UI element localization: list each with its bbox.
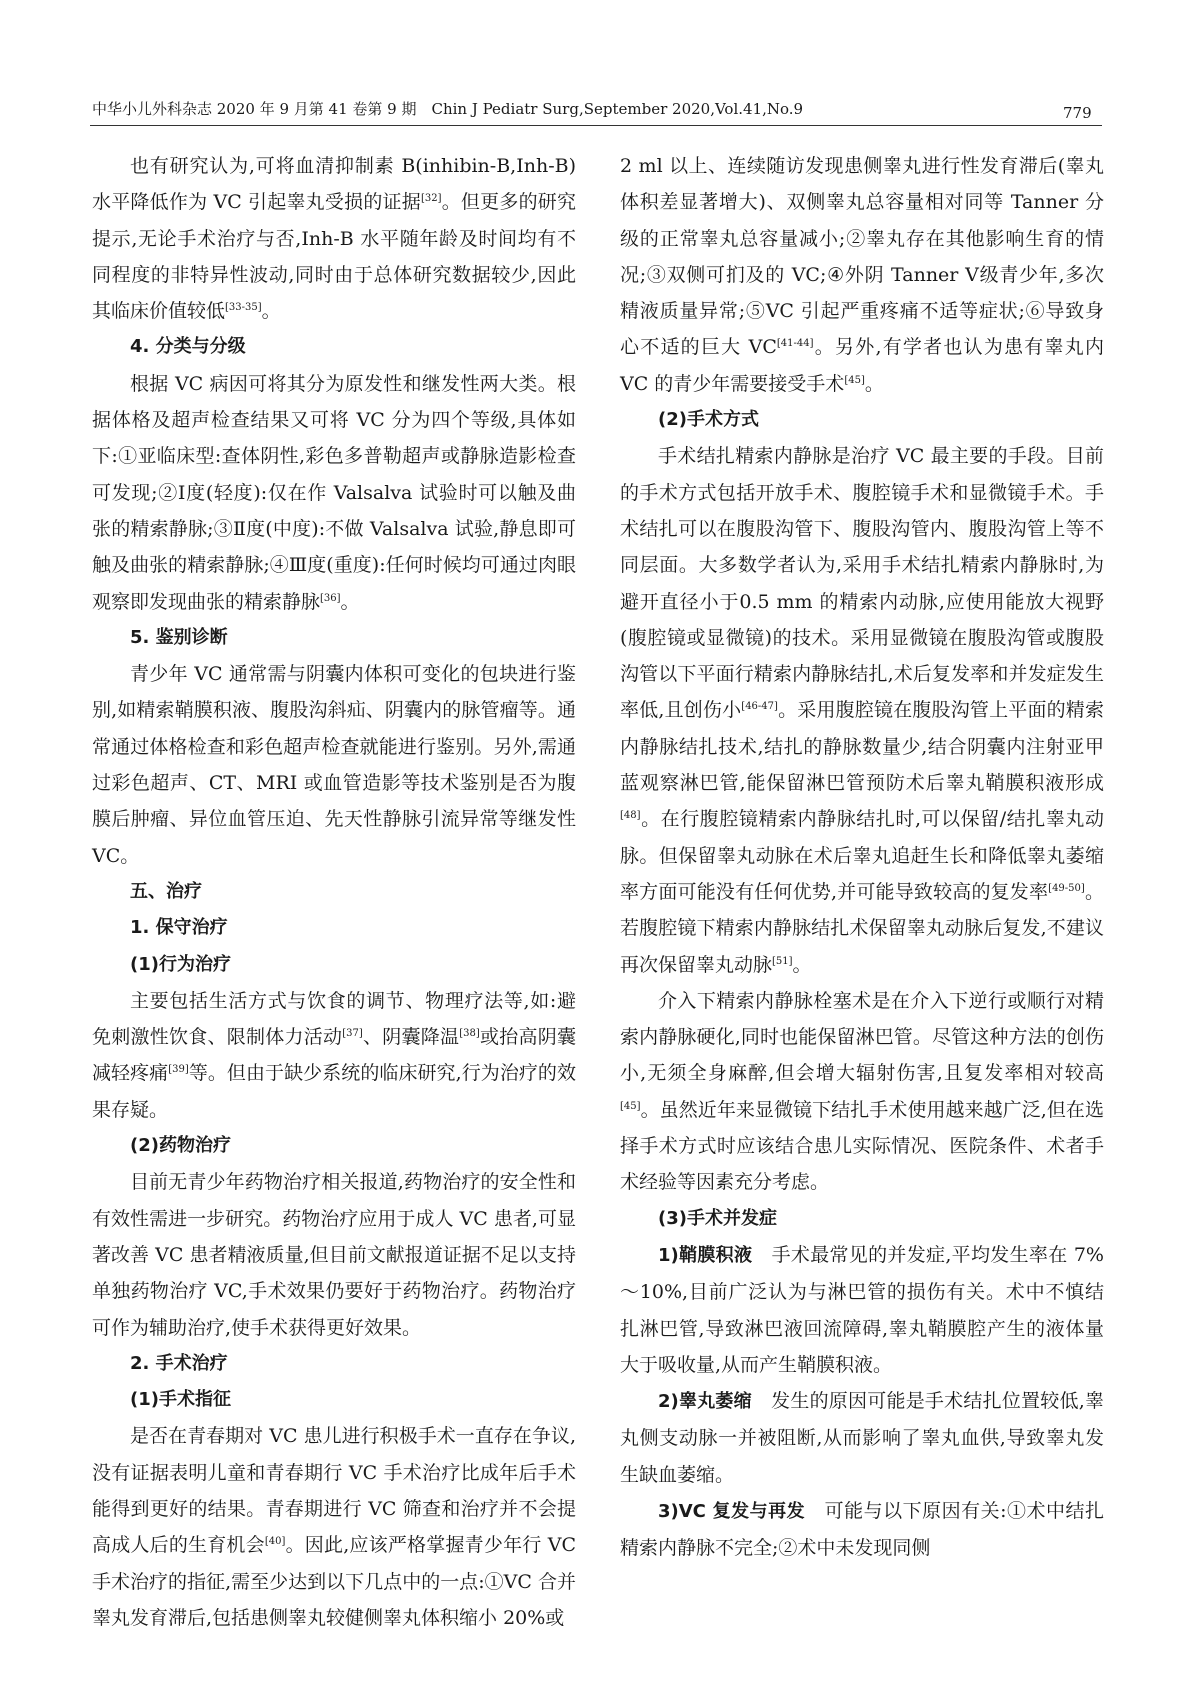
citation: [40] — [264, 1536, 286, 1548]
citation: [38] — [459, 1028, 480, 1040]
subsection-heading: (1)行为治疗 — [130, 953, 231, 975]
section-heading: 4. 分类与分级 — [130, 336, 246, 358]
paragraph: 是否在青春期对 VC 患儿进行积极手术一直存在争议,没有证据表明儿童和青春期行 VC 手术治疗比成年后手术能得到更好的结果。青春期进行 VC 筛查和治疗并不会提高成人后的生育机会[40]。因此,应该严格掌握青少年行 VC 手术治疗的指征,需至少达到以下几点中的一点:①VC 合并睾丸发育滞后,包括患侧睾丸较健侧睾丸体积缩小 20%或 — [92, 1425, 576, 1629]
paragraph: 根据 VC 病因可将其分为原发性和继发性两大类。根据体格及超声检查结果又可将 VC 分为四个等级,具体如下:①亚临床型:查体阴性,彩色多普勒超声或静脉造影检查可发现;②Ⅰ度(轻度):仅在作 Valsalva 试验时可以触及曲张的精索静脉;③Ⅱ度(中度):不做 Valsalva 试验,静息即可触及曲张的精索静脉;④Ⅲ度(重度):任何时候均可通过肉眼观察即发现曲张的精索静脉[36]。 — [92, 372, 576, 613]
paragraph: 介入下精索内静脉栓塞术是在介入下逆行或顺行对精索内静脉硬化,同时也能保留淋巴管。尽管这种方法的创伤小,无须全身麻醉,但会增大辐射伤害,且复发率相对较高[45]。虽然近年来显微镜下结扎手术使用越来越广泛,但在选择手术方式时应该结合患儿实际情况、医院条件、术者手术经验等因素充分考虑。 — [620, 989, 1104, 1194]
section-heading: 5. 鉴别诊断 — [130, 626, 228, 648]
inline-heading: 1)鞘膜积液 — [658, 1244, 753, 1266]
right-column — [620, 148, 1104, 1567]
citation: [46-47] — [741, 701, 778, 713]
paragraph: 手术结扎精索内静脉是治疗 VC 最主要的手段。目前的手术方式包括开放手术、腹腔镜手术和显微镜手术。手术结扎可以在腹股沟管下、腹股沟管内、腹股沟管上等不同层面。大多数学者认为,采用手术结扎精索内静脉时,为避开直径小于0.5 mm 的精索内动脉,应使用能放大视野(腹腔镜或显微镜)的技术。采用显微镜在腹股沟管或腹股沟管以下平面行精索内静脉结扎,术后复发率和并发症发生率低,且创伤小[46-47]。采用腹腔镜在腹股沟管上平面的精索内静脉结扎技术,结扎的静脉数量少,结合阴囊内注射亚甲蓝观察淋巴管,能保留淋巴管预防术后睾丸鞘膜积液形成[48]。在行腹腔镜精索内静脉结扎时,可以保留/结扎睾丸动脉。但保留睾丸动脉在术后睾丸追赶生长和降低睾丸萎缩率方面可能没有任何优势,并可能导致较高的复发率[49-50]。若腹腔镜下精索内静脉结扎术保留睾丸动脉后复发,不建议再次保留睾丸动脉[51]。 — [620, 445, 1104, 976]
paragraph: 目前无青少年药物治疗相关报道,药物治疗的安全性和有效性需进一步研究。药物治疗应用于成人 VC 患者,可显著改善 VC 患者精液质量,但目前文献报道证据不足以支持单独药物治疗 VC,手术效果仍要好于药物治疗。药物治疗可作为辅助治疗,使手术获得更好效果。 — [92, 1171, 576, 1339]
header-rule — [90, 125, 1102, 126]
citation: [49-50] — [1048, 882, 1085, 894]
paragraph: 2 ml 以上、连续随访发现患侧睾丸进行性发育滞后(睾丸体积差显著增大)、双侧睾丸总容量相对同等 Tanner 分级的正常睾丸总容量减小;②睾丸存在其他影响生育的情况;③双侧可扪及的 VC;④外阴 Tanner Ⅴ级青少年,多次精液质量异常;⑤VC 引起严重疼痛不适等症状;⑥导致身心不适的巨大 VC[41-44]。另外,有学者也认为患有睾丸内 VC 的青少年需要接受手术[45]。 — [620, 155, 1104, 395]
paragraph: 也有研究认为,可将血清抑制素 B(inhibin-B,Inh-B)水平降低作为 VC 引起睾丸受损的证据[32]。但更多的研究提示,无论手术治疗与否,Inh-B 水平随年龄及时间均有不同程度的非特异性波动,同时由于总体研究数据较少,因此其临床价值较低[33-35]。 — [92, 155, 576, 323]
subsection-heading: (2)手术方式 — [658, 409, 759, 431]
paragraph: 青少年 VC 通常需与阴囊内体积可变化的包块进行鉴别,如精索鞘膜积液、腹股沟斜疝、阴囊内的脉管瘤等。通常通过体格检查和彩色超声检查就能进行鉴别。另外,需通过彩色超声、CT、MRI 或血管造影等技术鉴别是否为腹膜后肿瘤、异位血管压迫、先天性静脉引流异常等继发性 VC。 — [92, 663, 576, 867]
citation: [48] — [620, 810, 641, 822]
subsection-heading: (2)药物治疗 — [130, 1135, 231, 1157]
citation: [33-35] — [225, 302, 262, 314]
paragraph: 3)VC 复发与再发 可能与以下原因有关:①术中结扎精索内静脉不完全;②术中未发现同侧 — [620, 1499, 1104, 1560]
running-head: 中华小儿外科杂志 2020 年 9 月第 41 卷第 9 期 Chin J Pediatr Surg,September 2020,Vol.41,No.9 — [92, 100, 804, 118]
citation: [36] — [320, 592, 341, 604]
section-heading: 五、治疗 — [130, 880, 202, 902]
citation: [45] — [844, 374, 865, 386]
subsection-heading: (1)手术指征 — [130, 1389, 231, 1411]
citation: [51] — [772, 955, 793, 967]
citation: [45] — [620, 1100, 641, 1112]
citation: [41-44] — [776, 338, 814, 350]
paragraph: 2)睾丸萎缩 发生的原因可能是手术结扎位置较低,睾丸侧支动脉一并被阻断,从而影响了睾丸血供,导致睾丸发生缺血萎缩。 — [620, 1390, 1104, 1486]
subsection-heading: 2. 手术治疗 — [130, 1352, 228, 1374]
citation: [39] — [168, 1064, 189, 1076]
paragraph: 主要包括生活方式与饮食的调节、物理疗法等,如:避免刺激性饮食、限制体力活动[37]、阴囊降温[38]或抬高阴囊减轻疼痛[39]等。但由于缺少系统的临床研究,行为治疗的效果存疑。 — [92, 989, 576, 1121]
subsection-heading: 1. 保守治疗 — [130, 917, 228, 939]
inline-heading: 2)睾丸萎缩 — [658, 1391, 752, 1413]
citation: [37] — [342, 1028, 363, 1040]
subsection-heading: (3)手术并发症 — [658, 1207, 777, 1229]
inline-heading: 3)VC 复发与再发 — [658, 1500, 806, 1522]
citation: [32] — [420, 193, 442, 205]
left-column — [92, 148, 576, 1636]
paragraph: 1)鞘膜积液 手术最常见的并发症,平均发生率在 7%～10%,目前广泛认为与淋巴管的损伤有关。术中不慎结扎淋巴管,导致淋巴液回流障碍,睾丸鞘膜腔产生的液体量大于吸收量,从而产生鞘膜积液。 — [620, 1243, 1104, 1376]
page-number: 779 — [1063, 104, 1092, 122]
